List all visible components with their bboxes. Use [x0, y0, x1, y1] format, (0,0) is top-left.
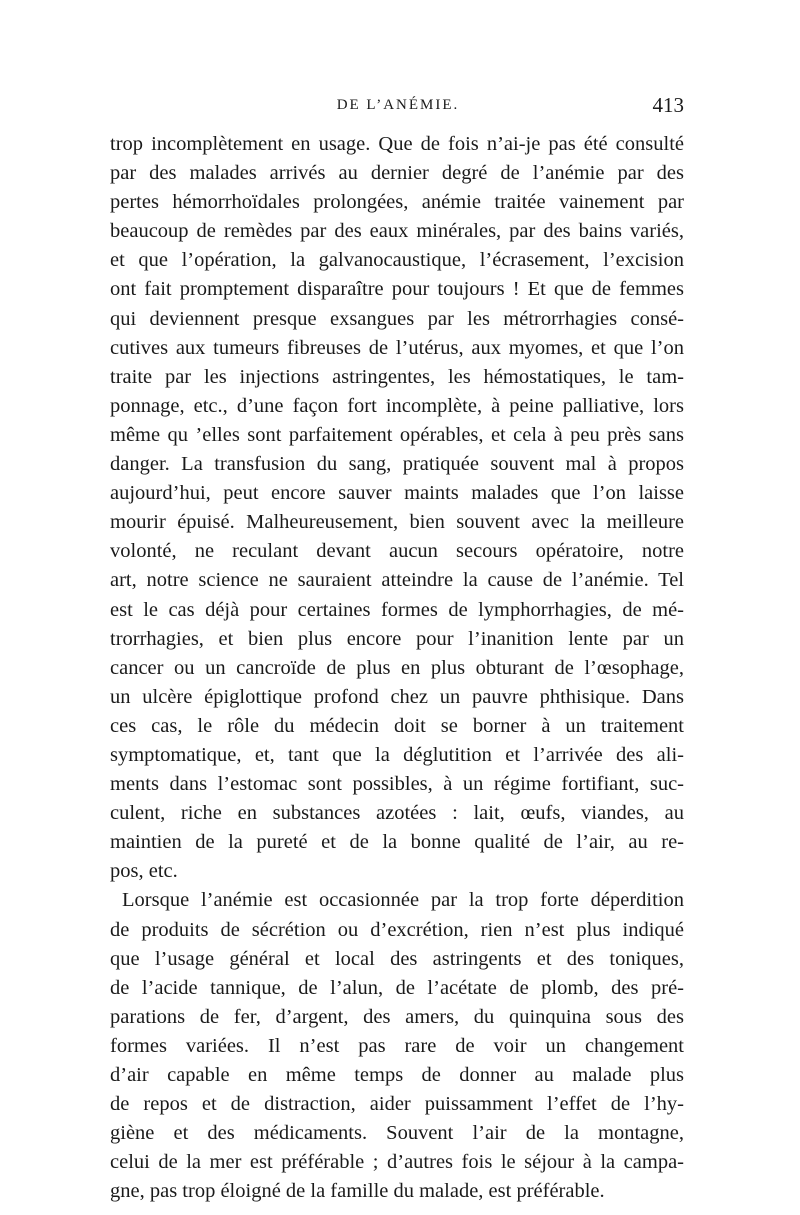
page-number: 413: [652, 93, 684, 117]
paragraph-end-line: gne, pas trop éloigné de la famille du malade, est préférable.: [110, 1180, 605, 1203]
text-line: est le cas déjà pour certaines formes de lymphorrhagies, de mé-: [110, 598, 684, 621]
text-line: aujourd’hui, peut encore sauver maints malades que l’on laisse: [110, 482, 684, 505]
text-line: formes variées. Il n’est pas rare de voir un changement: [110, 1034, 684, 1057]
text-line: symptomatique, et, tant que la déglutition et l’arrivée des ali-: [110, 743, 684, 766]
text-line: pertes hémorrhoïdales prolongées, anémie traitée vainement par: [110, 191, 684, 214]
text-line: de repos et de distraction, aider puissamment l’effet de l’hy-: [110, 1093, 684, 1116]
text-line: culent, riche en substances azotées : lait, œufs, viandes, au: [110, 802, 684, 825]
text-line: parations de fer, d’argent, des amers, du quinquina sous des: [110, 1005, 684, 1028]
text-line: giène et des médicaments. Souvent l’air de la montagne,: [110, 1122, 684, 1145]
text-line: de produits de sécrétion ou d’excrétion, rien n’est plus indiqué: [110, 918, 684, 941]
text-line: art, notre science ne sauraient atteindre la cause de l’anémie. Tel: [110, 569, 684, 592]
text-line: mourir épuisé. Malheureusement, bien souvent avec la meilleure: [110, 511, 684, 534]
text-line: celui de la mer est préférable ; d’autres fois le séjour à la campa-: [110, 1151, 684, 1174]
text-line: par des malades arrivés au dernier degré de l’anémie par des: [110, 162, 684, 185]
text-line: maintien de la pureté et de la bonne qualité de l’air, au re-: [110, 831, 684, 854]
text-line: beaucoup de remèdes par des eaux minérales, par des bains variés,: [110, 220, 684, 243]
text-line: trorrhagies, et bien plus encore pour l’inanition lente par un: [110, 627, 684, 650]
text-line: ont fait promptement disparaître pour toujours ! Et que de femmes: [110, 278, 684, 301]
running-head: [112, 93, 684, 117]
text-line: ponnage, etc., d’une façon fort incomplète, à peine palliative, lors: [110, 394, 684, 417]
text-line: d’air capable en même temps de donner au malade plus: [110, 1064, 684, 1086]
paragraph-end-line: pos, etc.: [110, 860, 178, 883]
text-line: même qu ’elles sont parfaitement opérables, et cela à peu près sans: [110, 423, 684, 446]
text-line: trop incomplètement en usage. Que de fois n’ai-je pas été consulté: [110, 133, 684, 155]
body-text: [110, 130, 684, 1206]
text-line: cancer ou un cancroïde de plus en plus obturant de l’œsophage,: [110, 656, 684, 679]
text-line: et que l’opération, la galvanocaustique, l’écrasement, l’excision: [110, 249, 684, 272]
text-line: que l’usage général et local des astringents et des toniques,: [110, 947, 684, 970]
text-line: un ulcère épiglottique profond chez un pauvre phthisique. Dans: [110, 685, 684, 708]
text-line: danger. La transfusion du sang, pratiquée souvent mal à propos: [110, 453, 684, 476]
text-line: cutives aux tumeurs fibreuses de l’utérus, aux myomes, et que l’on: [110, 336, 684, 359]
text-line: ces cas, le rôle du médecin doit se borner à un traitement: [110, 714, 684, 737]
running-title: DE L’ANÉMIE.: [336, 97, 460, 113]
text-line: qui deviennent presque exsangues par les métrorrhagies consé-: [110, 307, 684, 330]
text-line: de l’acide tannique, de l’alun, de l’acétate de plomb, des pré-: [110, 976, 684, 999]
text-line: traite par les injections astringentes, les hémostatiques, le tam-: [110, 365, 684, 388]
text-line: ments dans l’estomac sont possibles, à un régime fortifiant, suc-: [110, 773, 684, 796]
paragraph-start-line: Lorsque l’anémie est occasionnée par la trop forte déperdition: [122, 889, 684, 912]
text-line: volonté, ne reculant devant aucun secours opératoire, notre: [110, 540, 684, 563]
